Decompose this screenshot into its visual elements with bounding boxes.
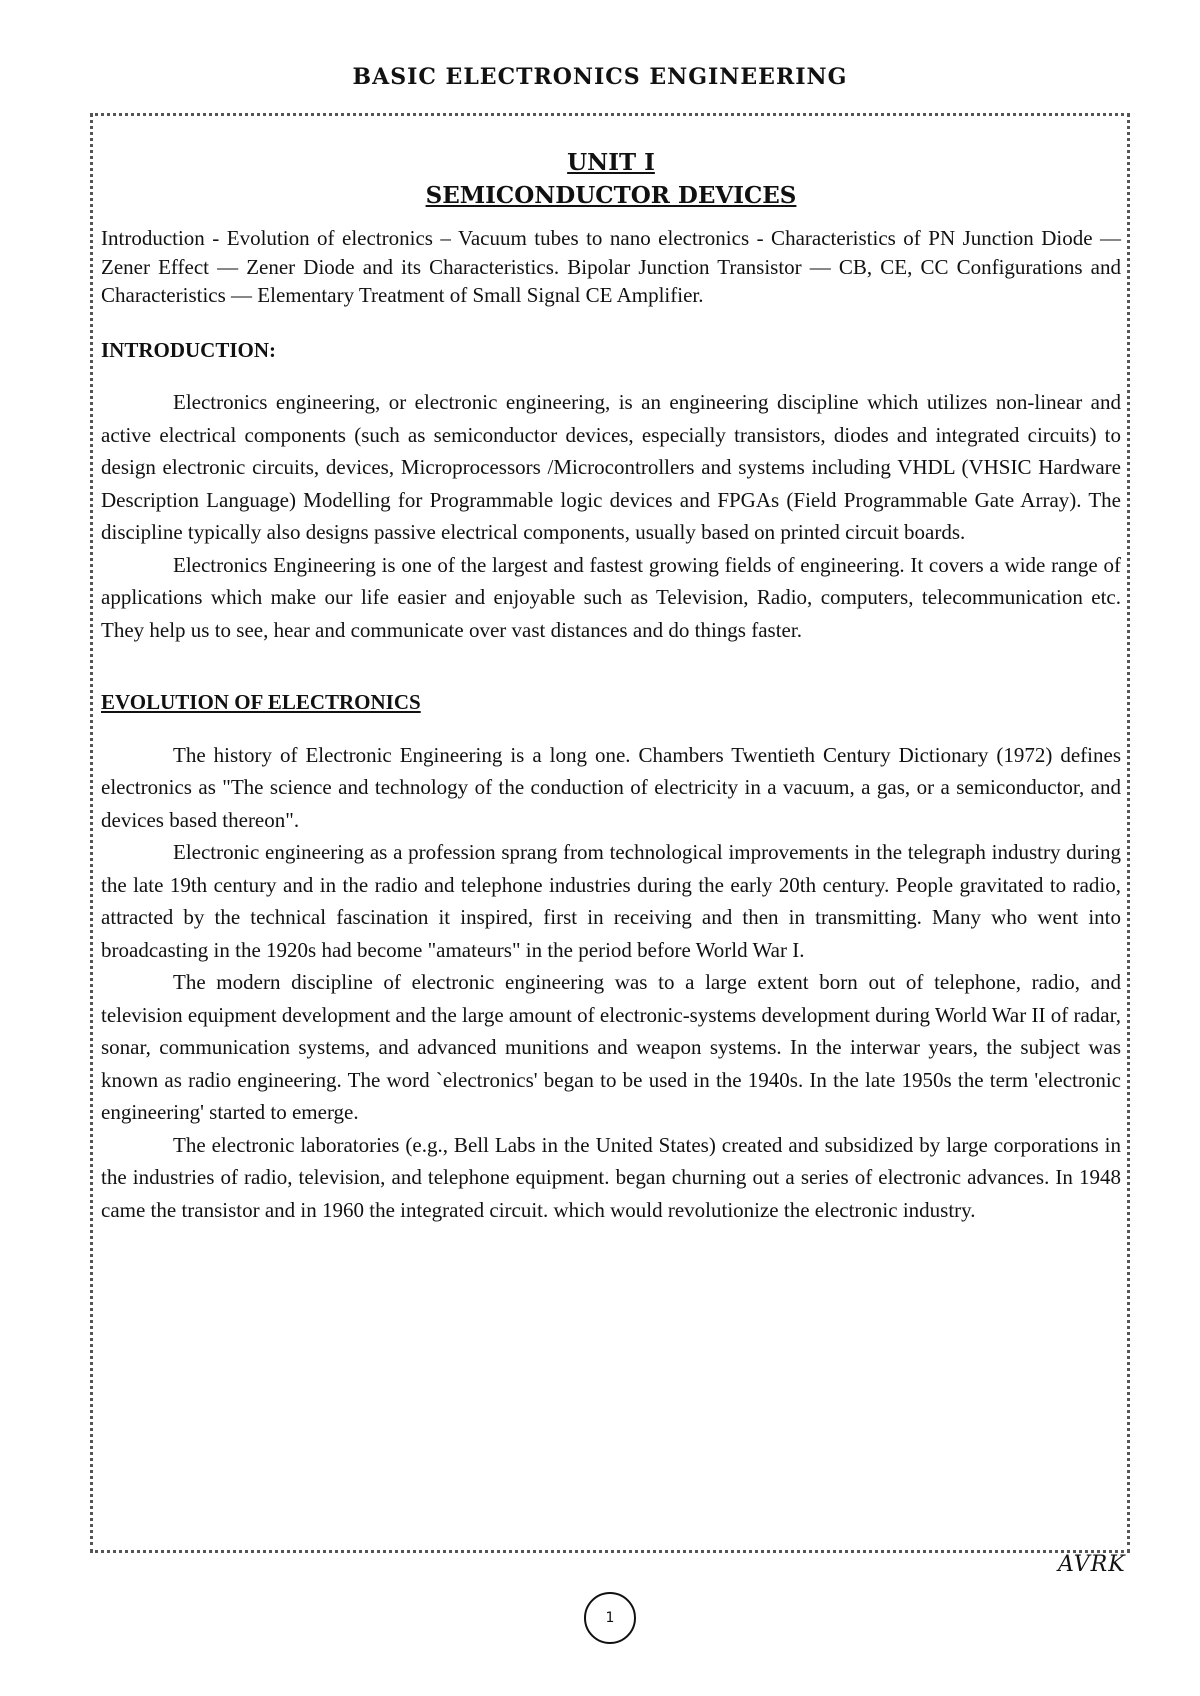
introduction-paragraph: Electronics Engineering is one of the largest and fastest growing fields of engineering. It covers a wide range of applications which make our life easier and enjoyable such as Television, Radio, computers, telecommunication etc. They help us to see, hear and communicate over vast distances and do things faster. [101, 552, 1121, 642]
syllabus-text: Introduction - Evolution of electronics – Vacuum tubes to nano electronics - Characteristics of PN Junction Diode — Zener Effect — Zener Diode and its Characteristics. Bipolar Junction Transistor — CB, CE, CC Configurations and Characteristics — Elementary Treatment of Small Signal CE Amplifier. [101, 226, 1121, 307]
page-number: 1 [584, 1592, 636, 1644]
page-content [101, 146, 1121, 1226]
document-header-title: BASIC ELECTRONICS ENGINEERING [352, 64, 848, 90]
evolution-heading: EVOLUTION OF ELECTRONICS [101, 690, 421, 714]
evolution-paragraph: Electronic engineering as a profession sprang from technological improvements in the telegraph industry during the late 19th century and in the radio and telephone industries during the early 20th century. People gravitated to radio, attracted by the technical fascination it inspired, first in receiving and then in transmitting. Many who went into broadcasting in the 1920s had become "amateurs" in the period before World War I. [101, 840, 1121, 962]
evolution-paragraph: The history of Electronic Engineering is a long one. Chambers Twentieth Century Dictionary (1972) defines electronics as "The science and technology of the conduction of electricity in a vacuum, a gas, or a semiconductor, and devices based thereon". [101, 742, 1121, 832]
evolution-paragraph: The electronic laboratories (e.g., Bell Labs in the United States) created and subsidized by large corporations in the industries of radio, television, and telephone equipment. began churning out a series of electronic advances. In 1948 came the transistor and in 1960 the integrated circuit. which would revolutionize the electronic industry. [101, 1132, 1121, 1222]
evolution-paragraph: The modern discipline of electronic engineering was to a large extent born out of telephone, radio, and television equipment development and the large amount of electronic-systems development during World War II of radar, sonar, communication systems, and advanced munitions and weapon systems. In the interwar years, the subject was known as radio engineering. The word `electronics' began to be used in the 1940s. In the late 1950s the term 'electronic engineering' started to emerge. [101, 970, 1121, 1124]
unit-title: UNIT I [567, 149, 655, 176]
unit-subtitle: SEMICONDUCTOR DEVICES [425, 182, 797, 209]
author-signature: AVRK [1058, 1552, 1126, 1577]
introduction-heading: INTRODUCTION: [101, 337, 277, 362]
introduction-paragraph: Electronics engineering, or electronic engineering, is an engineering discipline which utilizes non-linear and active electrical components (such as semiconductor devices, especially transistors, diodes and integrated circuits) to design electronic circuits, devices, Microprocessors /Microcontrollers and systems including VHDL (VHSIC Hardware Description Language) Modelling for Programmable logic devices and FPGAs (Field Programmable Gate Array). The discipline typically also designs passive electrical components, usually based on printed circuit boards. [101, 390, 1121, 544]
